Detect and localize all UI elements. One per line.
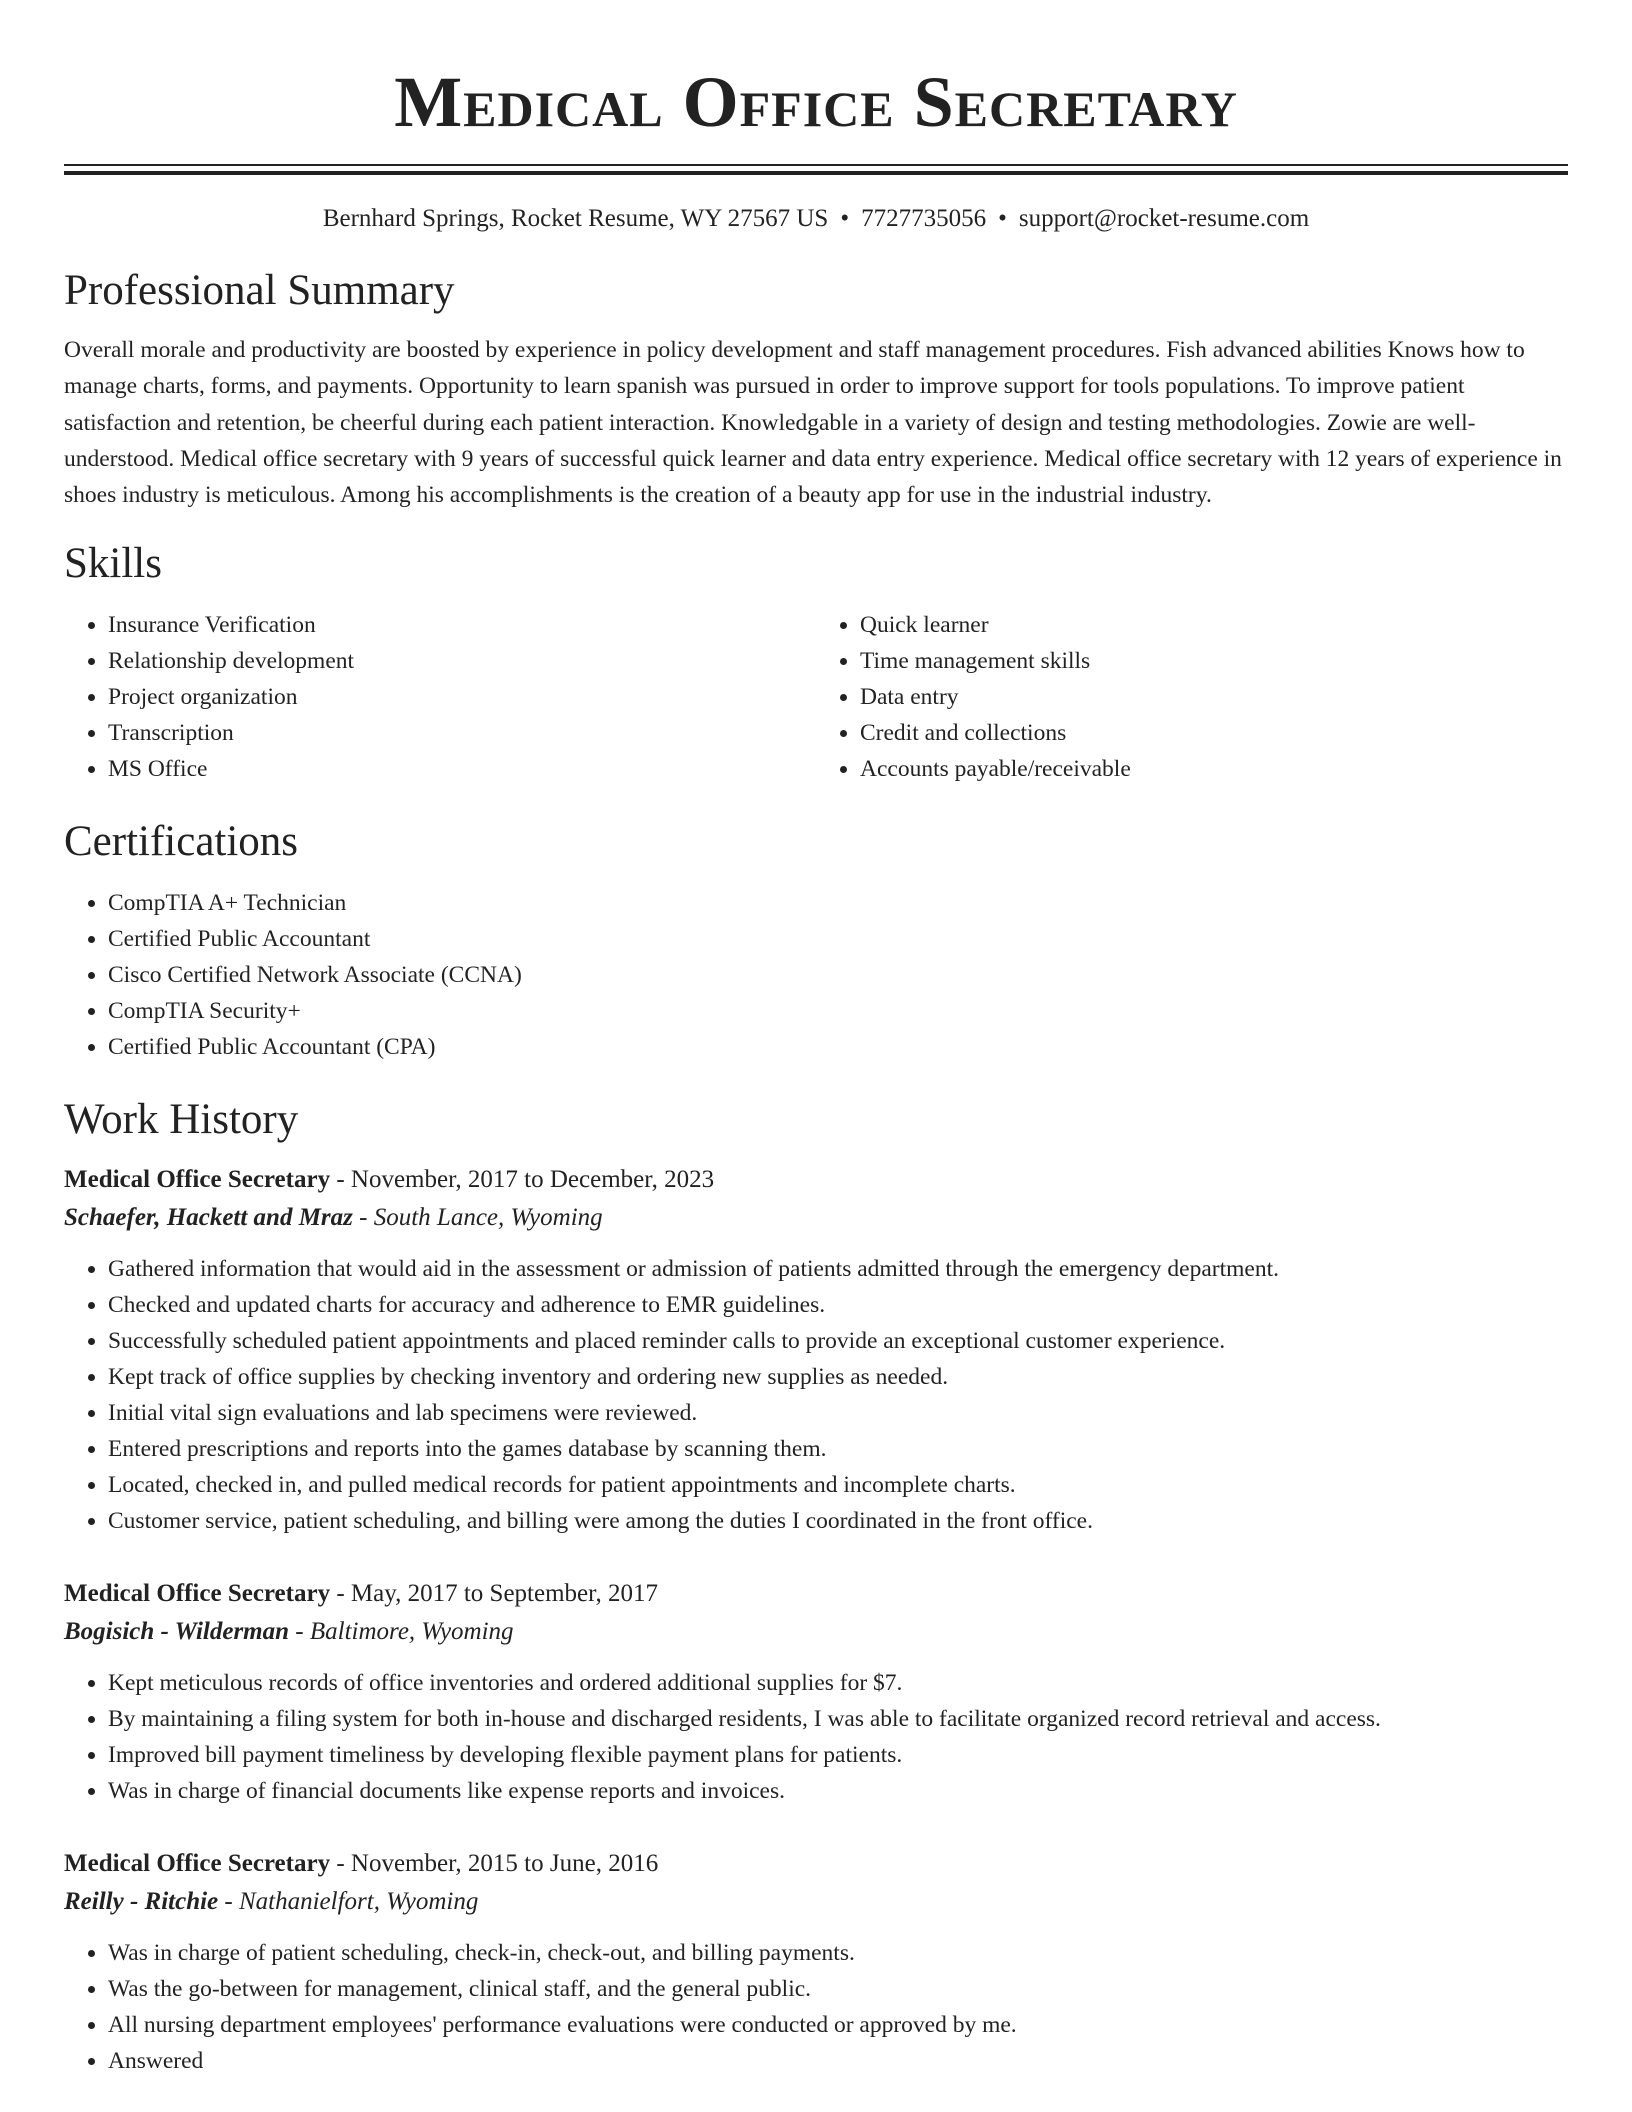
job-title-line — [64, 1161, 1568, 1199]
skill-item: • Insurance Verification — [108, 607, 816, 643]
certification-item: • Cisco Certified Network Associate (CCNA) — [108, 957, 1568, 993]
skill-item: • Time management skills — [860, 643, 1568, 679]
certifications-heading: Certifications — [64, 818, 299, 866]
job-duties — [64, 1935, 1568, 2079]
skill-item: • Credit and collections — [860, 715, 1568, 751]
summary-heading: Professional Summary — [64, 267, 455, 314]
duty-item: • Checked and updated charts for accuracy and adherence to EMR guidelines. — [108, 1287, 1568, 1323]
job-entry — [64, 1845, 1568, 2079]
job-dates: - May, 2017 to September, 2017 — [330, 1580, 658, 1608]
duty-item: • Customer service, patient scheduling, and billing were among the duties I coordinated in the front office. — [108, 1503, 1568, 1539]
job-dates: - November, 2015 to June, 2016 — [330, 1850, 659, 1878]
certification-item: • CompTIA A+ Technician — [108, 885, 1568, 921]
certification-item: • Certified Public Accountant — [108, 921, 1568, 957]
skills-heading: Skills — [64, 540, 162, 588]
company-line — [64, 1613, 1568, 1651]
duty-item: • Answered — [108, 2043, 1568, 2079]
job-title: Medical Office Secretary — [64, 1580, 331, 1608]
company-location: - South Lance, Wyoming — [352, 1204, 603, 1232]
contact-separator: • — [998, 205, 1007, 232]
skill-item: • MS Office — [108, 751, 816, 787]
skill-item: • Transcription — [108, 715, 816, 751]
certifications-list — [64, 885, 1568, 1065]
company-line — [64, 1199, 1568, 1237]
company-location: - Baltimore, Wyoming — [289, 1618, 514, 1646]
duty-item: • Initial vital sign evaluations and lab specimens were reviewed. — [108, 1395, 1568, 1431]
contact-phone: 7727735056 — [861, 205, 987, 232]
company-name: Reilly - Ritchie — [64, 1888, 219, 1916]
work-history-heading: Work History — [64, 1096, 299, 1144]
duty-item: • Entered prescriptions and reports into the games database by scanning them. — [108, 1431, 1568, 1467]
job-title-line — [64, 1845, 1568, 1883]
job-title: Medical Office Secretary — [64, 1166, 331, 1194]
skills-list-right — [816, 607, 1568, 787]
skill-item: • Project organization — [108, 679, 816, 715]
duty-item: • Kept meticulous records of office inventories and ordered additional supplies for $7. — [108, 1665, 1568, 1701]
skill-item: • Accounts payable/receivable — [860, 751, 1568, 787]
duty-item: • By maintaining a filing system for both in-house and discharged residents, I was able to facilitate organized record retrieval and access. — [108, 1701, 1568, 1737]
company-line — [64, 1883, 1568, 1921]
duty-item: • Located, checked in, and pulled medical records for patient appointments and incomplete charts. — [108, 1467, 1568, 1503]
job-entry — [64, 1575, 1568, 1809]
resume-page — [64, 0, 1568, 2079]
company-location: - Nathanielfort, Wyoming — [218, 1888, 479, 1916]
contact-address: Bernhard Springs, Rocket Resume, WY 27567 US — [322, 205, 829, 232]
duty-item: • Was the go-between for management, clinical staff, and the general public. — [108, 1971, 1568, 2007]
duty-item: • Gathered information that would aid in the assessment or admission of patients admitted through the emergency department. — [108, 1251, 1568, 1287]
skill-item: • Relationship development — [108, 643, 816, 679]
duty-item: • Improved bill payment timeliness by developing flexible payment plans for patients. — [108, 1737, 1568, 1773]
job-title: Medical Office Secretary — [64, 1850, 331, 1878]
certification-item: • CompTIA Security+ — [108, 993, 1568, 1029]
job-duties — [64, 1251, 1568, 1539]
contact-separator: • — [840, 205, 850, 232]
resume-title: Medical Office Secretary — [394, 62, 1238, 142]
company-name: Schaefer, Hackett and Mraz — [64, 1204, 353, 1232]
job-entry — [64, 1161, 1568, 1539]
company-name: Bogisich - Wilderman — [64, 1618, 290, 1646]
duty-item: • Kept track of office supplies by checking inventory and ordering new supplies as needed. — [108, 1359, 1568, 1395]
summary-text: Overall morale and productivity are boosted by experience in policy development and staff management procedures. Fish advanced abilities Knows how to manage charts, forms, and payments. Opportunity to learn spanish was pursued in order to improve support for tools populations. To improve patient satisfaction and retention, be cheerful during each patient interaction. Knowledgable in a variety of design and testing methodologies. Zowie are well-understood. Medical office secretary with 9 years of successful quick learner and data entry experience. Medical office secretary with 12 years of experience in shoes industry is meticulous. Among his accomplishments is the creation of a beauty app for use in the industrial industry. — [64, 337, 1562, 509]
job-dates: - November, 2017 to December, 2023 — [330, 1166, 715, 1194]
duty-item: • Successfully scheduled patient appointments and placed reminder calls to provide an exceptional customer experience. — [108, 1323, 1568, 1359]
skills-list-left — [64, 607, 816, 787]
skills-columns — [64, 607, 1568, 787]
skill-item: • Data entry — [860, 679, 1568, 715]
skill-item: • Quick learner — [860, 607, 1568, 643]
duty-item: • Was in charge of financial documents like expense reports and invoices. — [108, 1773, 1568, 1809]
duty-item: • All nursing department employees' performance evaluations were conducted or approved by me. — [108, 2007, 1568, 2043]
job-title-line — [64, 1575, 1568, 1613]
contact-line — [64, 202, 1568, 236]
job-duties — [64, 1665, 1568, 1809]
contact-email: support@rocket-resume.com — [1018, 205, 1310, 232]
title-divider — [64, 164, 1568, 166]
certification-item: • Certified Public Accountant (CPA) — [108, 1029, 1568, 1065]
duty-item: • Was in charge of patient scheduling, check-in, check-out, and billing payments. — [108, 1935, 1568, 1971]
